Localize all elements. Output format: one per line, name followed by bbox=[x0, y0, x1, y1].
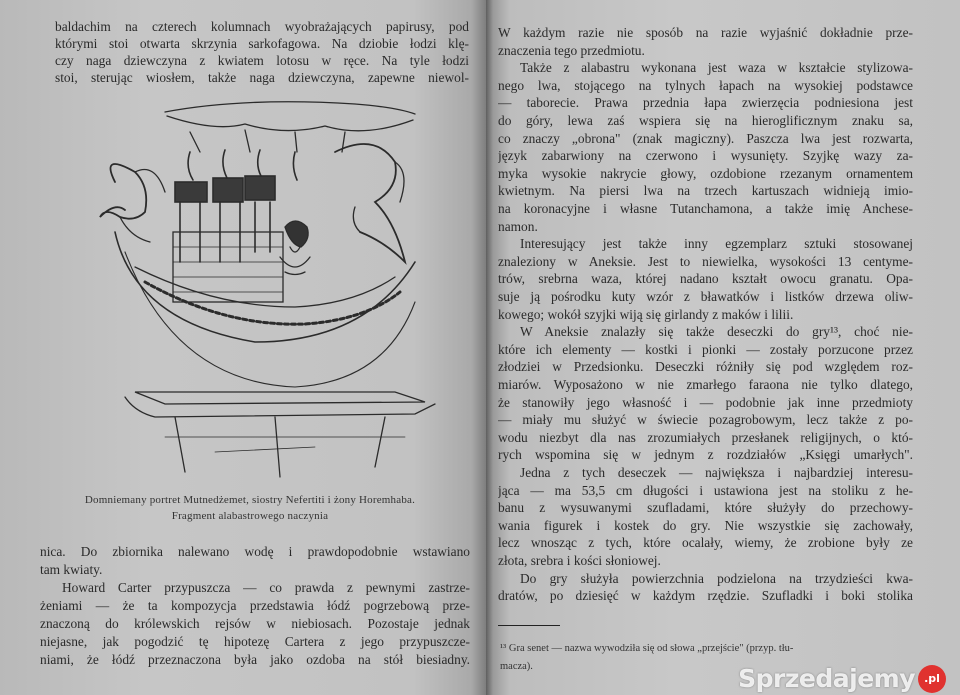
figure-caption-line-1: Domniemany portret Mutnedżemet, siostry Nefertiti i żony Horemhaba. bbox=[84, 494, 416, 506]
text-line: W Aneksie znalazły się także deseczki do gry¹³, choć nie- bbox=[520, 324, 913, 340]
text-line: — taborecie. Prawa przednia łapa zwierzęcia podniesiona jest bbox=[498, 95, 913, 111]
text-line: znaleziony w Aneksie. Jest to niewielka, wysokości 13 centyme- bbox=[498, 253, 913, 269]
text-line: znaczenia tego przedmiotu. bbox=[498, 42, 645, 58]
text-line: baldachim na czterech kolumnach wyobrażających papirusy, pod bbox=[55, 19, 469, 34]
text-line: czy naga dziewczyna z kwiatem lotosu w ręce. Na tyle łodzi bbox=[55, 53, 469, 68]
text-line: złodziei w Przedsionku. Deseczki różniły się pod względem roz- bbox=[498, 359, 913, 375]
text-line: dratów, po dziesięć w każdym rzędzie. Szufladki i boki stolika bbox=[498, 588, 913, 604]
text-line: wodu niezbyt dla nas zrozumiałych przesłanek religijnych, o któ- bbox=[498, 429, 913, 445]
watermark bbox=[738, 664, 946, 694]
text-line: którymi stoi otwarta skrzynia sarkofagowa. Na dziobie łodzi klę- bbox=[55, 36, 469, 51]
text-line: Do gry służyła powierzchnia podzielona na trzydzieści kwa- bbox=[520, 570, 913, 586]
text-line: Także z alabastru wykonana jest waza w kształcie stylizowa- bbox=[520, 60, 913, 76]
footnote-line-1: ¹³ Gra senet — nazwa wywodziła się od słowa „przejście" (przyp. tłu- bbox=[500, 643, 794, 654]
text-line: tam kwiaty. bbox=[40, 562, 103, 577]
text-line: do góry, lewa zaś wspiera się na hieroglificznym znaku sa, bbox=[498, 113, 913, 128]
text-line: kowego; wokół szyjki wiją się girlandy z maków i lilii. bbox=[498, 306, 794, 322]
right-page bbox=[486, 0, 960, 695]
text-line: wania figurek i kostek do gry. Nie wszystkie się zachowały, bbox=[498, 517, 913, 533]
text-line: kwietnym. Na piersi lwa na trzech kartuszach widnieją imio- bbox=[498, 183, 913, 199]
text-line: namon. bbox=[498, 218, 538, 234]
text-line: co znaczy „obrona" (znak magiczny). Paszcza lwa jest rozwarta, bbox=[498, 130, 913, 146]
footnote-line-2: macza). bbox=[500, 661, 533, 672]
text-line: złota, srebra i kości słoniowej. bbox=[498, 553, 661, 568]
text-line: jąca — ma 53,5 cm długości i ustawiona jest na stoliku z he- bbox=[498, 482, 913, 498]
text-line: Howard Carter przypuszcza — co prawda z pewnymi zastrze- bbox=[62, 580, 470, 595]
text-line: że stanowiły jego własność i — podobnie jak inne przedmioty bbox=[498, 394, 913, 410]
footnote-rule bbox=[498, 625, 560, 626]
text-line: rych wspomina się w jednym z rozdziałów „Księgi umarłych". bbox=[498, 447, 913, 463]
text-line: które ich elementy — kostki i pionki — zostały porzucone przez bbox=[498, 341, 913, 357]
figure-caption-line-2: Fragment alabastrowego naczynia bbox=[171, 510, 329, 522]
text-line: niami, że łódź przeznaczona była jako ozdoba na stół biesiadny. bbox=[40, 652, 470, 667]
text-line: stoi, sterując wiosłem, także naga dziewczyna, zapewne niewol- bbox=[55, 70, 469, 85]
text-line: nica. Do zbiornika nalewano wodę i prawdopodobnie wstawiano bbox=[40, 544, 470, 559]
text-line: niejasne, jak pogodzić tę hipotezę Cartera z jego przypuszcze- bbox=[40, 634, 470, 649]
text-line: znaczoną do królewskich rejsów w niebiosach. Pozostaje jednak bbox=[40, 616, 470, 631]
text-line: na koronacyjne i własne Tutanchamona, a także imię Anchese- bbox=[498, 201, 913, 216]
text-line: trów, srebrna waza, której nadano kształt owocu granatu. Opa- bbox=[498, 271, 913, 287]
text-line: Interesujący jest także inny egzemplarz sztuki stosowanej bbox=[520, 236, 913, 252]
text-line: Jedna z tych deseczek — największa i najbardziej interesu- bbox=[520, 465, 913, 480]
text-line: nego lwa, stojącego na tylnych łapach na wysokiej podstawce bbox=[498, 77, 913, 93]
text-line: — miały mu służyć w świecie pozagrobowym, lecz także z po- bbox=[498, 412, 913, 428]
text-line: suje ją pośrodku kuty wzór z bławatków i listków drzewa oliw- bbox=[498, 289, 913, 304]
watermark-logo: Sprzedajemy bbox=[738, 664, 915, 693]
text-line: lecz wnosząc z tych, które ocalały, wiemy, że zrobione były ze bbox=[498, 535, 913, 551]
text-line: banu z wysuwanymi szufladami, które służyły do przechowy- bbox=[498, 500, 913, 516]
text-line: żeniami — że ta kompozycja przedstawia łódź pogrzebową prze- bbox=[40, 598, 470, 613]
text-line: W każdym razie nie sposób na razie wyjaśnić dokładnie prze- bbox=[498, 25, 913, 40]
text-line: myka wysokie nakrycie głowy, ozdobione rzezanym ornamentem bbox=[498, 165, 913, 181]
text-line: język zabarwiony na czerwono i wysunięty. Szyjkę wazy za- bbox=[498, 148, 913, 164]
vessel-illustration bbox=[95, 92, 485, 487]
text-line: miarów. Wyposażono w nie zmarłego faraona nie tylko dlatego, bbox=[498, 377, 913, 392]
watermark-badge: .pl bbox=[918, 665, 946, 693]
